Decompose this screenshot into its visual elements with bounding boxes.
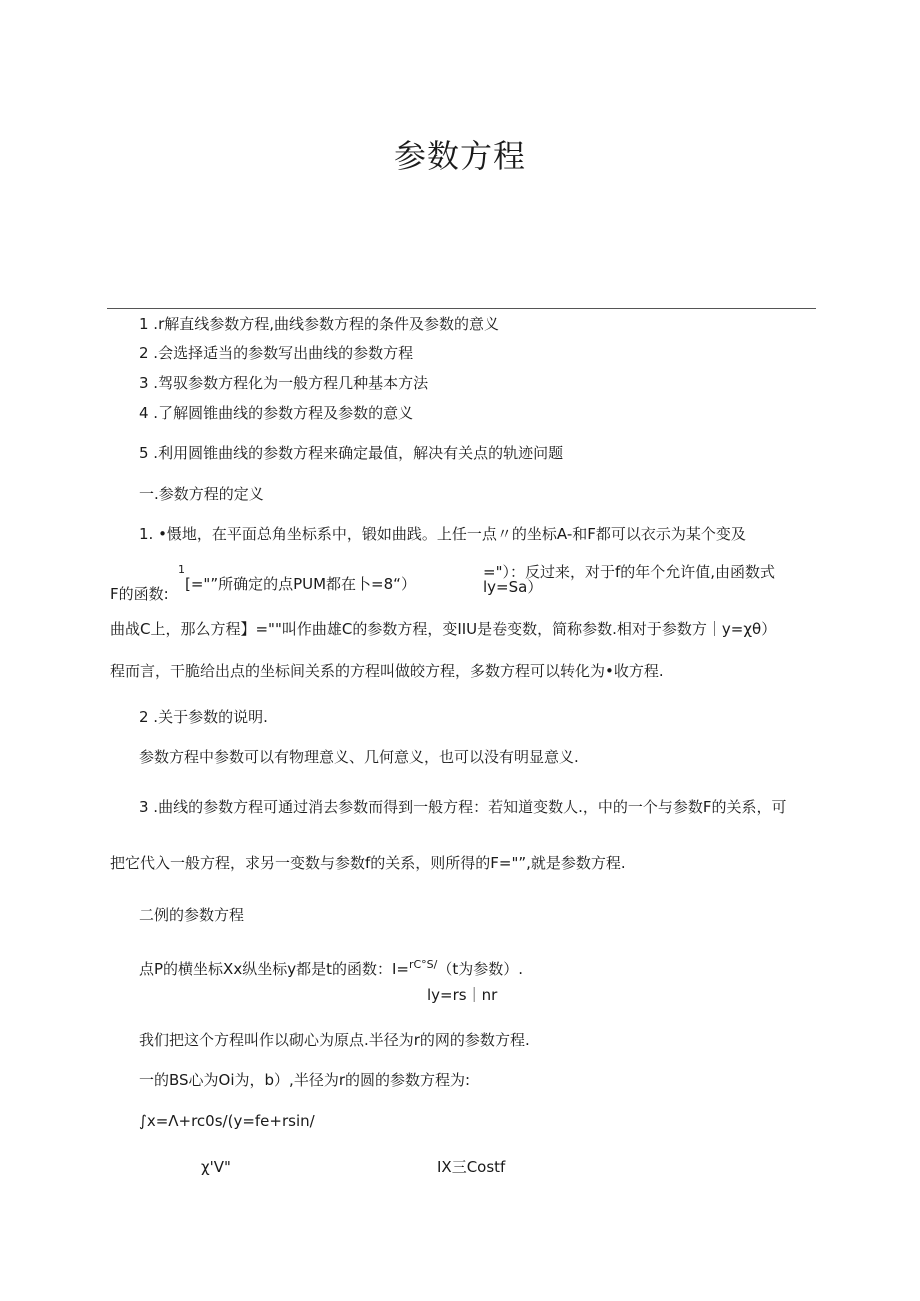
text-fragment: （t为参数）.: [437, 960, 524, 978]
objective-item: 3 .驾驭参数方程化为一般方程几种基本方法: [139, 374, 429, 392]
formula-fragment: ly=rs｜nr: [427, 986, 498, 1004]
page-title: 参数方程: [393, 137, 526, 175]
section-heading: 二例的参数方程: [139, 906, 245, 924]
objective-item: 5 .利用圆锥曲线的参数方程来确定最值，解决有关点的轨迹问题: [139, 444, 564, 462]
formula-line: ∫x=Λ+rc0s/(y=fe+rsin/: [139, 1112, 315, 1130]
superscript: rC°S/: [408, 958, 438, 971]
fraction-numerator: 1: [178, 563, 185, 576]
subsection-heading: 2 .关于参数的说明.: [139, 708, 268, 726]
formula-fragment: ly=Sa）: [483, 578, 543, 596]
section-heading: 一.参数方程的定义: [139, 485, 264, 503]
objective-item: 1 .r解直线参数方程,曲线参数方程的条件及参数的意义: [139, 315, 500, 333]
divider: [107, 308, 816, 309]
paragraph-line: 1. •慑地，在平面总角坐标系中，锻如曲践。上任一点〃的坐标A-和F都可以衣示为某个变及: [139, 525, 746, 543]
formula-fragment: IX三Costf: [437, 1158, 506, 1176]
paragraph-line: 曲战C上，那么方程】=""叫作曲雄C的参数方程，变IIU是卷变数，简称参数.相对于参数方｜y=χθ）: [110, 620, 777, 638]
paragraph-line: ="）：反过来，对于f的年个允许值,由函数式: [483, 563, 776, 581]
paragraph-line: F的函数:: [110, 585, 169, 603]
paragraph-line: 3 .曲线的参数方程可通过消去参数而得到一般方程：若知道变数人.，中的一个与参数F的关系，可: [139, 798, 787, 816]
paragraph-line: 把它代入一般方程，求另一变数与参数f的关系，则所得的F="”,就是参数方程.: [110, 854, 626, 872]
formula-fragment: χ'V": [201, 1158, 231, 1176]
formula-fragment: [="”所确定的点PUM都在卜=8“）: [185, 575, 416, 593]
objective-item: 4 .了解圆锥曲线的参数方程及参数的意义: [139, 404, 414, 422]
paragraph-line: 程而言，干脆给出点的坐标间关系的方程叫做皎方程，多数方程可以转化为•收方程.: [110, 662, 664, 680]
paragraph-line: 一的BS心为Oi为，b）,半径为r的圆的参数方程为:: [139, 1071, 471, 1089]
objective-item: 2 .会选择适当的参数写出曲线的参数方程: [139, 344, 414, 362]
paragraph-line: 参数方程中参数可以有物理意义、几何意义，也可以没有明显意义.: [139, 748, 579, 766]
paragraph-line: [139, 959, 523, 979]
text-fragment: 点P的横坐标Xx纵坐标y都是t的函数：I=: [139, 960, 409, 978]
paragraph-line: 我们把这个方程叫作以砌心为原点.半径为r的网的参数方程.: [139, 1031, 530, 1049]
